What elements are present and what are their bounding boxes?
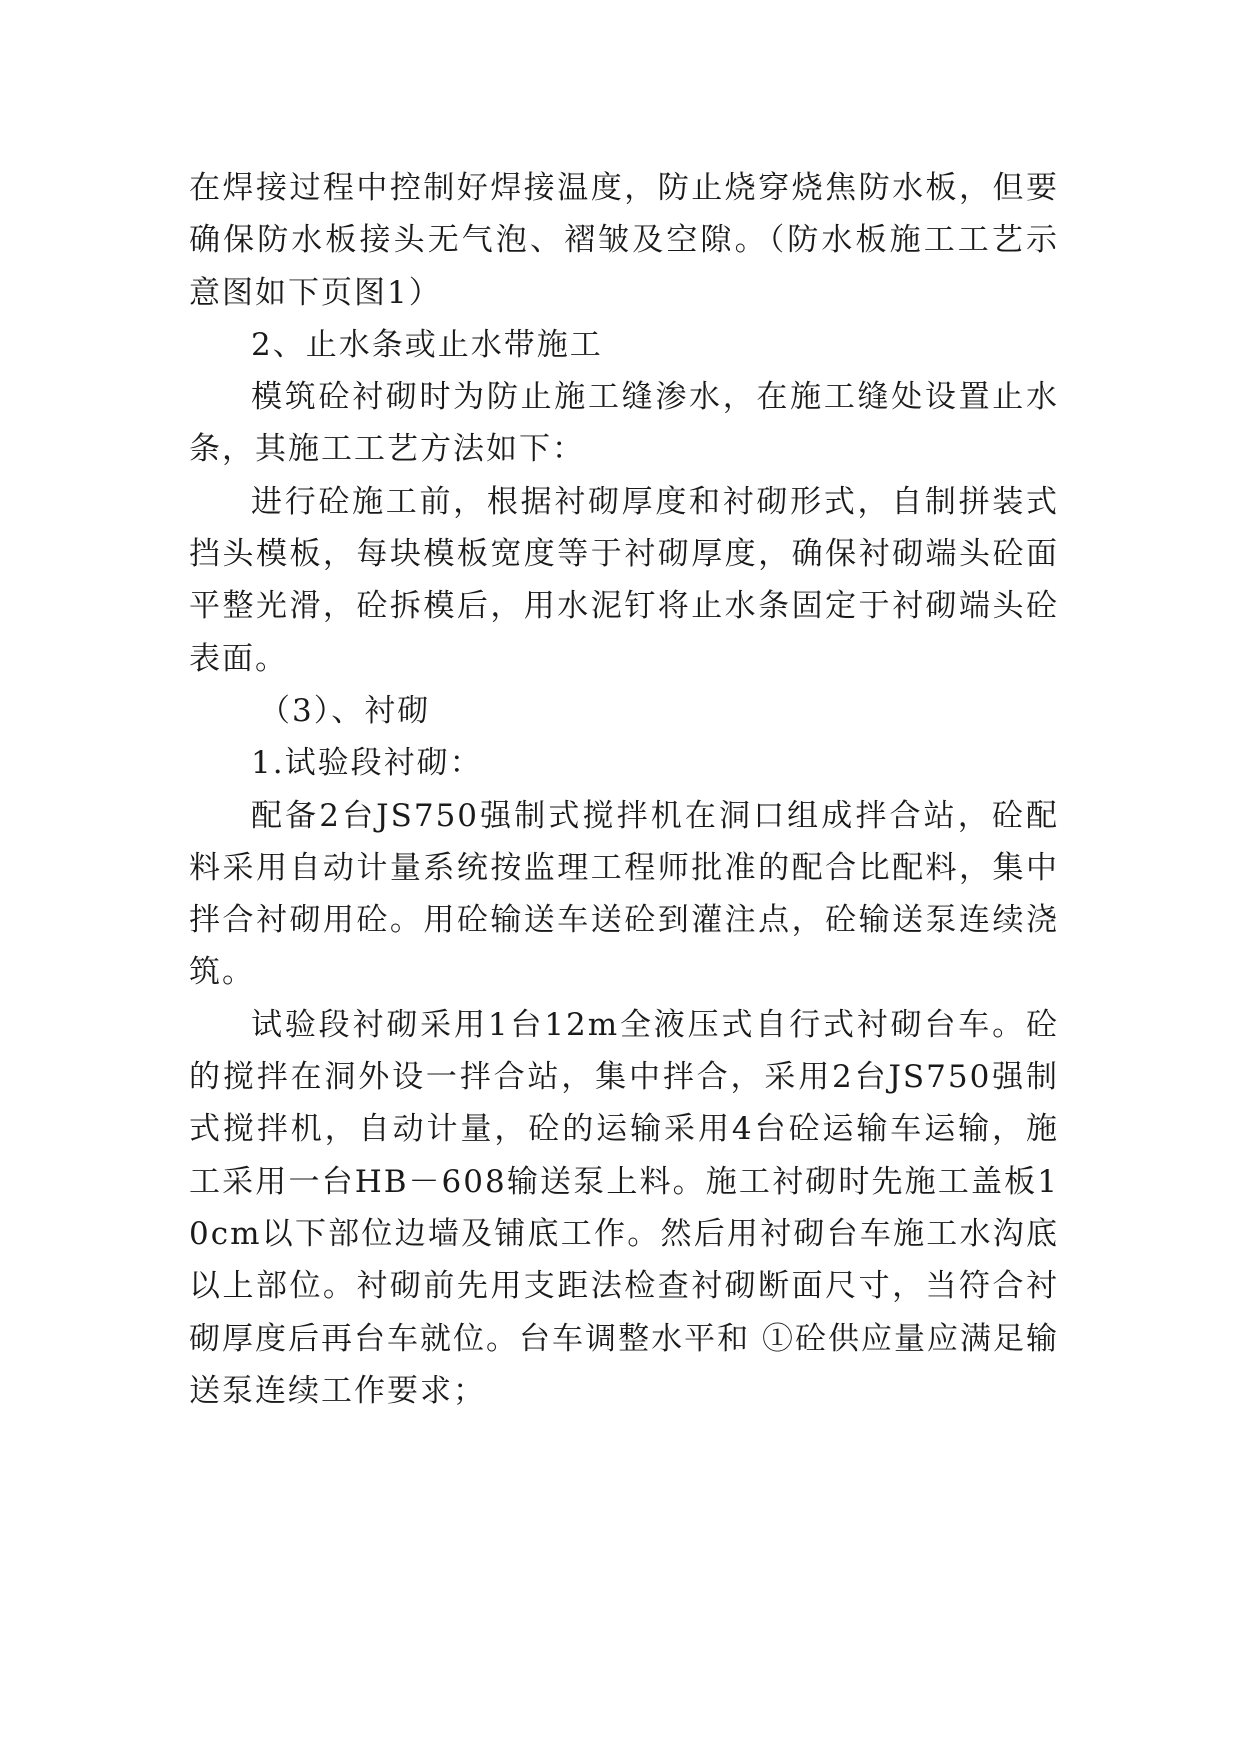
- heading-waterstop-construction: 2、止水条或止水带施工: [251, 326, 603, 363]
- paragraph-mixing-station: 配备2台JS750强制式搅拌机在洞口组成拌合站，砼配料采用自动计量系统按监理工程师批准的配合比配料，集中拌合衬砌用砼。用砼输送车送砼到灌注点，砼输送泵连续浇筑。: [189, 797, 1059, 991]
- paragraph-end-formwork: 进行砼施工前，根据衬砌厚度和衬砌形式，自制拼装式挡头模板，每块模板宽度等于衬砌厚度，确保衬砌端头砼面平整光滑，砼拆模后，用水泥钉将止水条固定于衬砌端头砼表面。: [189, 483, 1059, 677]
- document-body: [189, 162, 1059, 1417]
- heading-lining: （3）、衬砌: [259, 692, 431, 729]
- heading-trial-section-lining: 1.试验段衬砌：: [251, 745, 483, 782]
- paragraph-welding-temperature: 在焊接过程中控制好焊接温度，防止烧穿烧焦防水板，但要确保防水板接头无气泡、褶皱及空隙。（防水板施工工艺示意图如下页图1）: [189, 170, 1059, 311]
- paragraph-construction-joint: 模筑砼衬砌时为防止施工缝渗水，在施工缝处设置止水条，其施工工艺方法如下：: [189, 379, 1059, 468]
- paragraph-lining-trolley: 试验段衬砌采用1台12m全液压式自行式衬砌台车。砼的搅拌在洞外设一拌合站，集中拌合，采用2台JS750强制式搅拌机，自动计量，砼的运输采用4台砼运输车运输，施工采用一台HB－608输送泵上料。施工衬砌时先施工盖板10cm以下部位边墙及铺底工作。然后用衬砌台车施工水沟底以上部位。衬砌前先用支距法检查衬砌断面尺寸，当符合衬砌厚度后再台车就位。台车调整水平和 ①砼供应量应满足输送泵连续工作要求；: [189, 1006, 1059, 1409]
